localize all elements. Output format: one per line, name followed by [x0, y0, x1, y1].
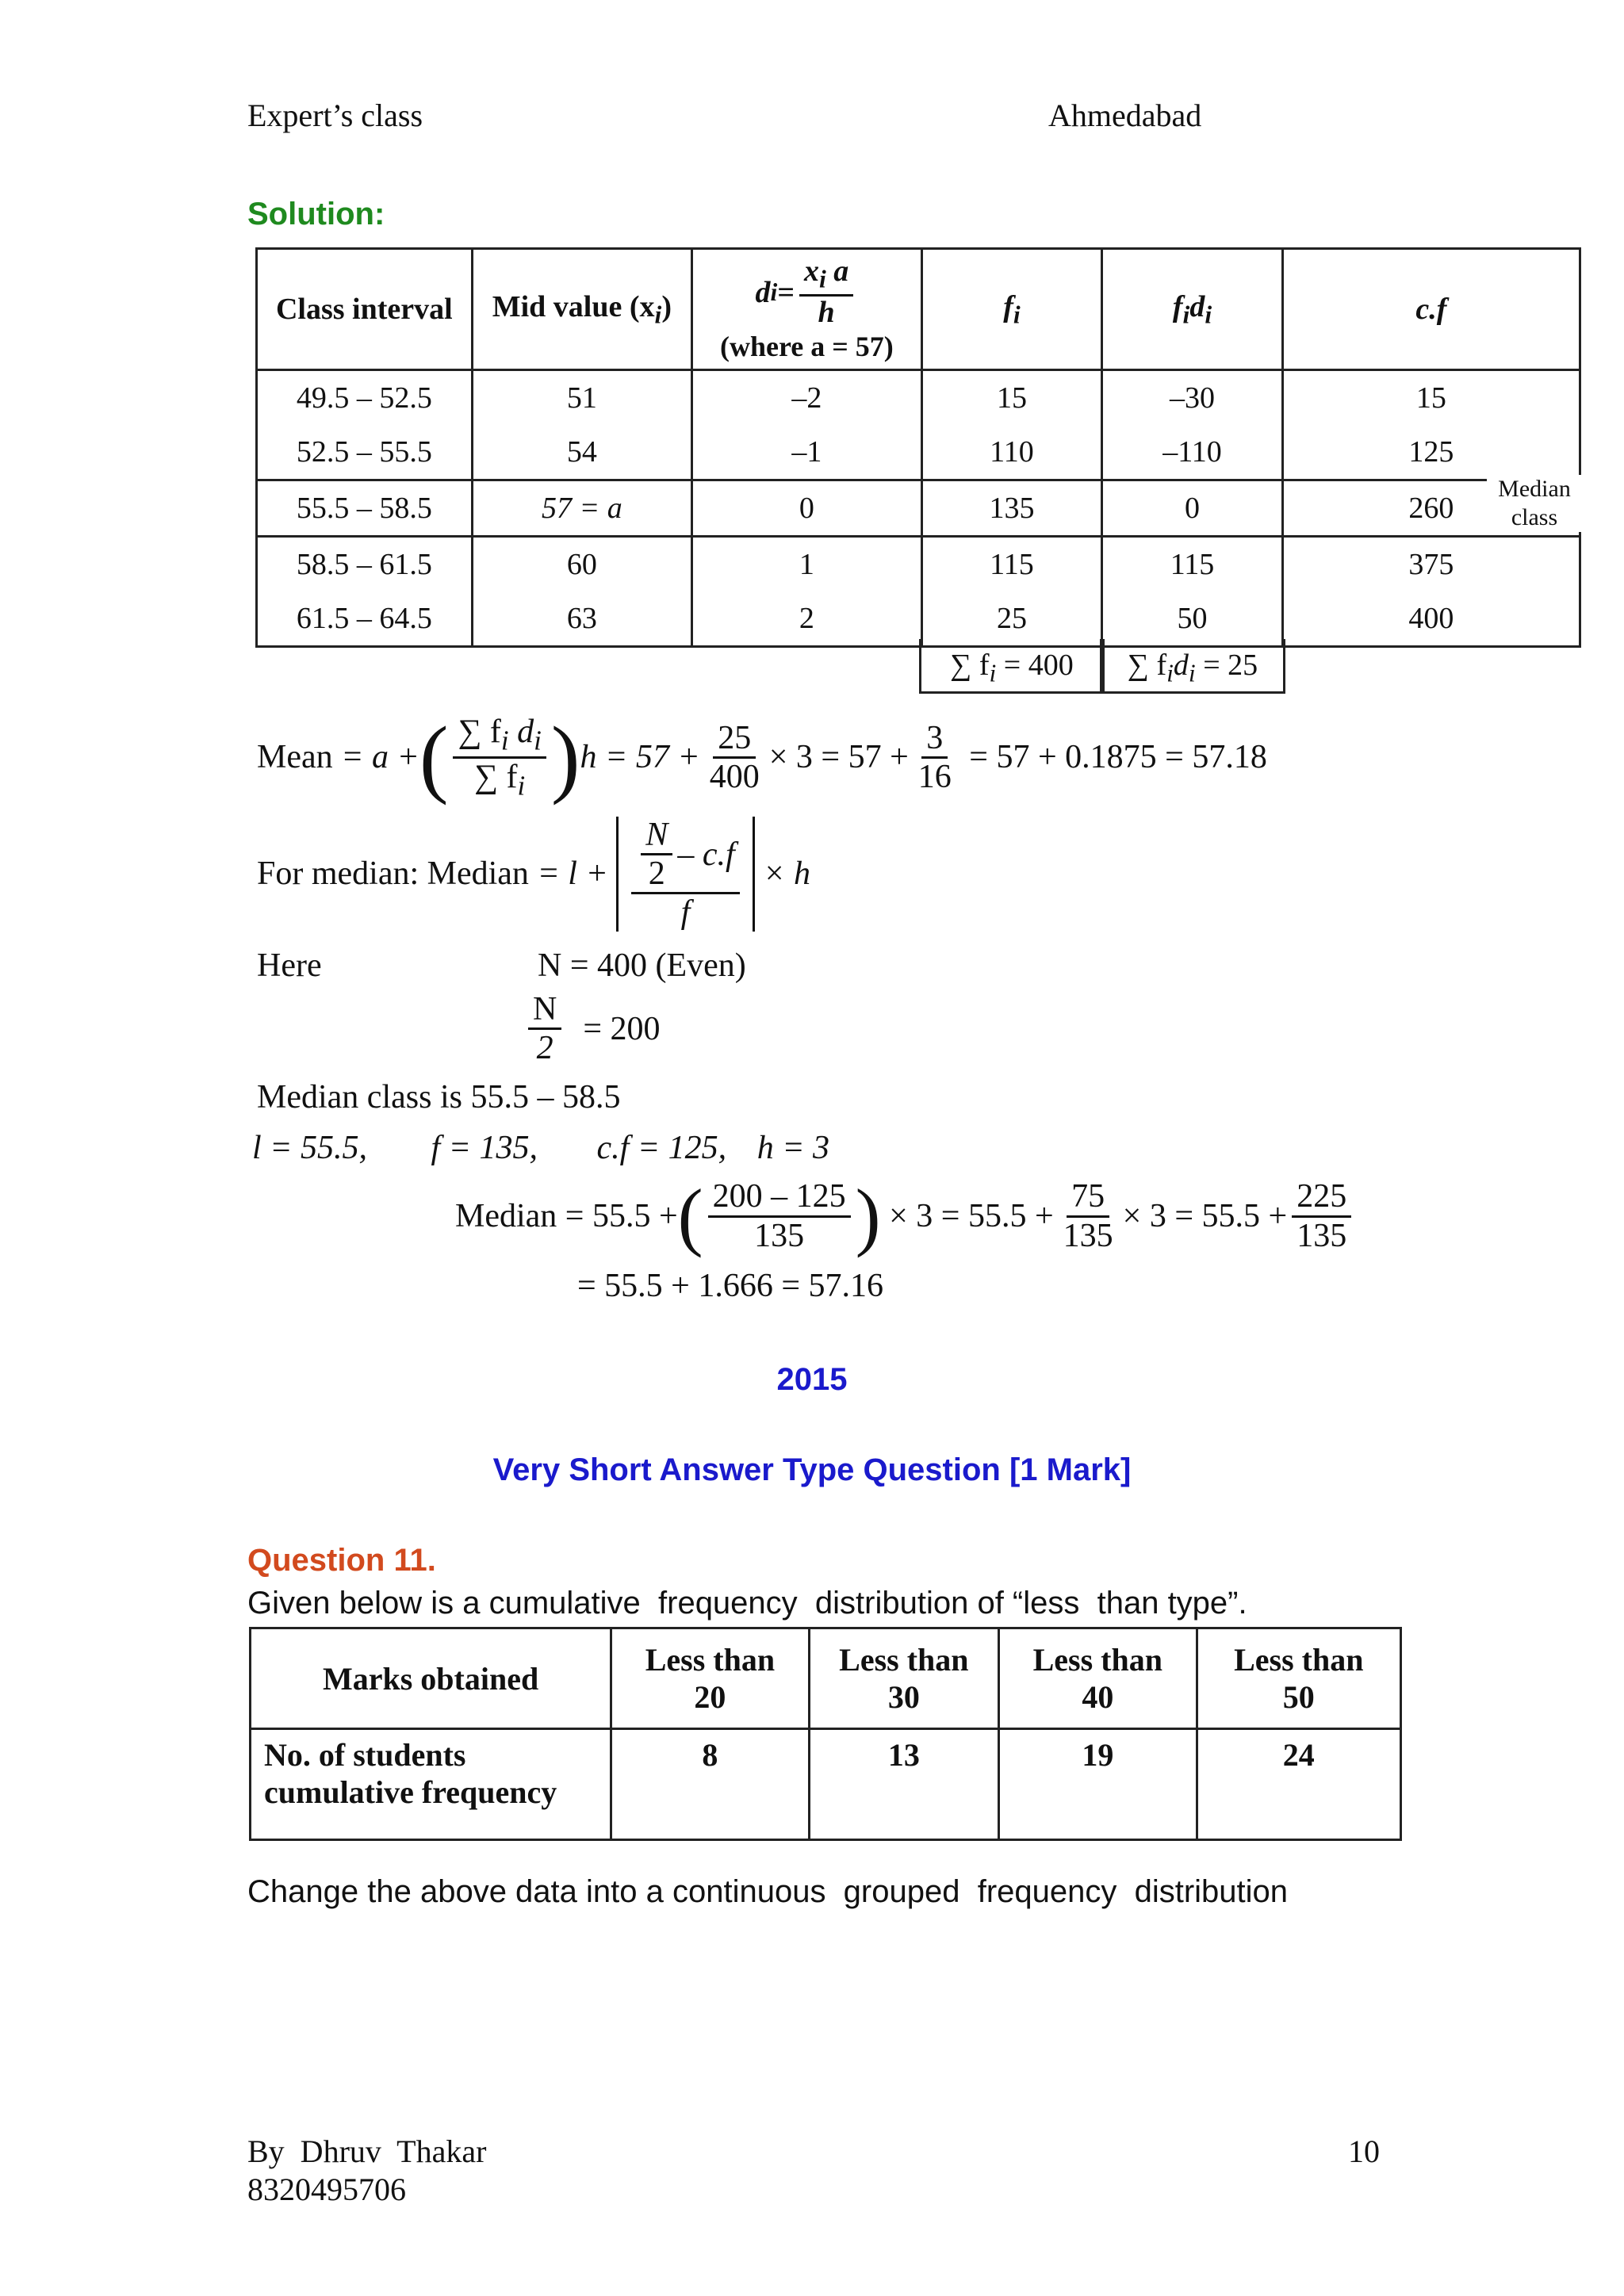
- median-bracket: $\frac{N}{2}$ – c.f f: [616, 817, 754, 932]
- table-row: [257, 537, 1580, 592]
- question-text: Given below is a cumulative frequency distribution of “less than type”.: [247, 1586, 1247, 1621]
- table-row: [251, 1628, 1401, 1729]
- cell: 115: [1102, 537, 1283, 592]
- header-deviation: d i = $\frac{x_i a}{h}$ (where a = 57): [692, 249, 922, 370]
- solution-table: [255, 247, 1581, 648]
- cell: 54: [472, 425, 692, 480]
- here-label: Here: [257, 947, 322, 984]
- cell: –1: [692, 425, 922, 480]
- students-label: No. of students cumulative frequency: [251, 1729, 611, 1840]
- median-calc-label: Median: [455, 1198, 557, 1234]
- cell: 125: [1282, 425, 1580, 480]
- n-half: $\frac{N}{2}$ = 200: [523, 991, 661, 1066]
- cell: 52.5 – 55.5: [257, 425, 473, 480]
- cell: 15: [921, 370, 1102, 426]
- mean-result: = 57 + 0.1875 = 57.18: [969, 739, 1267, 776]
- table-row-median-class: [257, 480, 1580, 537]
- cell: 13: [809, 1729, 998, 1840]
- params-line: l = 55.5, f = 135, c.f = 125, h = 3: [252, 1130, 830, 1166]
- header-class-interval: Class interval: [257, 249, 473, 370]
- mean-eq: = a +: [341, 739, 419, 776]
- cell: 19: [999, 1729, 1197, 1840]
- cell: 375: [1282, 537, 1580, 592]
- cell: 61.5 – 64.5: [257, 591, 473, 647]
- less-than-20: Less than 20: [611, 1628, 809, 1729]
- solution-label: Solution:: [247, 197, 385, 232]
- cell: 15: [1282, 370, 1580, 426]
- question-instruction: Change the above data into a continuous grouped frequency distribution: [247, 1874, 1289, 1909]
- cell: 24: [1197, 1729, 1400, 1840]
- cell: 25: [921, 591, 1102, 647]
- cell: 50: [1102, 591, 1283, 647]
- mean-fraction: $\frac{\sum f_i d_i}{\sum f_i}$: [453, 714, 546, 802]
- table-row: [251, 1729, 1401, 1840]
- sum-fd-box: ∑ $f_id_i = 25$: [1100, 639, 1285, 694]
- question-table: [249, 1627, 1402, 1841]
- footer-phone: 8320495706: [247, 2172, 406, 2207]
- median-formula-tail: × h: [763, 855, 810, 893]
- marks-obtained-header: Marks obtained: [251, 1628, 611, 1729]
- footer-author: By Dhruv Thakar: [247, 2133, 487, 2169]
- cell: –110: [1102, 425, 1283, 480]
- cell: 115: [921, 537, 1102, 592]
- table-row: [257, 591, 1580, 647]
- cell: 260 Median class: [1282, 480, 1580, 537]
- header-fidi: $f_id_i$: [1102, 249, 1283, 370]
- header-right: Ahmedabad: [1048, 98, 1202, 133]
- cell: 8: [611, 1729, 809, 1840]
- median-class-line: Median class is 55.5 – 58.5: [257, 1079, 621, 1115]
- less-than-40: Less than 40: [999, 1628, 1197, 1729]
- header-left: Expert’s class: [247, 98, 423, 133]
- header-fi: $f_i$: [921, 249, 1102, 370]
- cell: 0: [1102, 480, 1283, 537]
- cell: 55.5 – 58.5: [257, 480, 473, 537]
- year-heading: 2015: [776, 1362, 848, 1397]
- cell: 110: [921, 425, 1102, 480]
- mean-equation: Mean = a + ( $\frac{\sum f_i d_i}{\sum f_i}$ ) h = 57 + $\frac{25}{400}$ × 3 = 57 + $\frac{3}{16}$ = 57 + 0.1875 = 57.18: [257, 709, 1267, 806]
- page-number: 10: [1348, 2133, 1380, 2169]
- cell: 51: [472, 370, 692, 426]
- section-title: Very Short Answer Type Question [1 Mark]: [492, 1452, 1132, 1487]
- sum-f-box: ∑ $f_i = 400$: [919, 639, 1105, 694]
- cell: 58.5 – 61.5: [257, 537, 473, 592]
- mean-mid: × 3 = 57 +: [768, 739, 909, 776]
- cell: 2: [692, 591, 922, 647]
- cell: 1: [692, 537, 922, 592]
- header-mid-value: Mid value $(x_i)$: [472, 249, 692, 370]
- cell: 57 = a: [472, 480, 692, 537]
- cell: 0: [692, 480, 922, 537]
- median-class-note: Median class: [1487, 475, 1582, 532]
- mean-label: Mean: [257, 739, 333, 776]
- less-than-50: Less than 50: [1197, 1628, 1400, 1729]
- cell: –2: [692, 370, 922, 426]
- cell: –30: [1102, 370, 1283, 426]
- median-formula-label: For median: Median: [257, 855, 529, 893]
- median-result: = 55.5 + 1.666 = 57.16: [577, 1268, 884, 1304]
- cell: 400: [1282, 591, 1580, 647]
- table-header-row: [257, 249, 1580, 370]
- n-value: N = 400 (Even): [538, 947, 746, 984]
- mean-after: h = 57 +: [580, 739, 700, 776]
- header-cf: c.f: [1282, 249, 1580, 370]
- table-row: [257, 425, 1580, 480]
- question-label: Question 11.: [247, 1543, 436, 1578]
- table-row: [257, 370, 1580, 426]
- cell: 60: [472, 537, 692, 592]
- median-calculation: Median = 55.5 + ( $\frac{200 - 125}{135}$ ) × 3 = 55.5 + $\frac{75}{135}$ × 3 = 55.5 + $\frac{225}{135}$: [455, 1178, 1356, 1254]
- median-formula-eq: = l +: [537, 855, 608, 893]
- median-formula: [257, 817, 810, 932]
- cell: 135: [921, 480, 1102, 537]
- cell: 49.5 – 52.5: [257, 370, 473, 426]
- cell: 63: [472, 591, 692, 647]
- less-than-30: Less than 30: [809, 1628, 998, 1729]
